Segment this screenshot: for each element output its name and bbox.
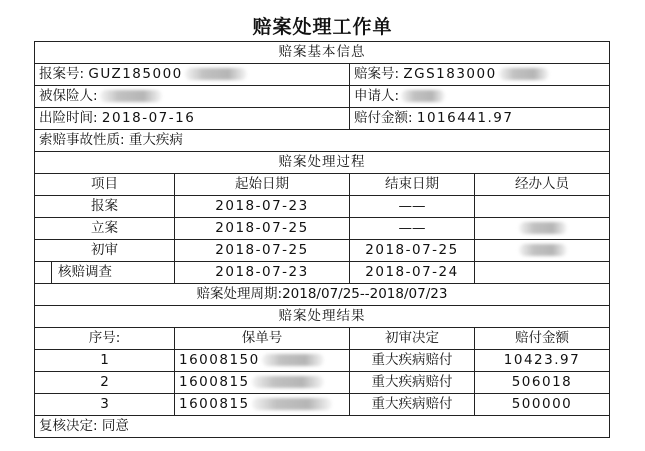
page-title: 赔案处理工作单	[252, 16, 393, 38]
table-row	[35, 372, 610, 394]
result-policy-cell	[175, 350, 350, 372]
redaction-blur	[519, 244, 567, 256]
result-amount: 10423.97	[475, 350, 610, 372]
redaction-blur	[252, 398, 332, 410]
result-policy-cell	[175, 394, 350, 416]
process-item-label: 核赔调查	[51, 262, 112, 283]
review-value: 同意	[101, 418, 129, 434]
report-number-value: GUZ185000	[88, 66, 183, 82]
result-policy: 16008150	[179, 352, 260, 368]
applicant-label: 申请人:	[354, 88, 400, 104]
report-number-label: 报案号:	[39, 66, 85, 82]
result-amount: 506018	[475, 372, 610, 394]
process-item	[35, 262, 175, 284]
accident-time-cell	[35, 108, 350, 130]
process-end: ——	[350, 196, 475, 218]
process-handler	[475, 196, 610, 218]
process-item: 报案	[35, 196, 175, 218]
claim-worksheet-table	[34, 41, 610, 438]
nature-label: 索赔事故性质:	[39, 132, 125, 148]
process-start: 2018-07-25	[175, 218, 350, 240]
process-start: 2018-07-23	[175, 196, 350, 218]
result-policy-cell	[175, 372, 350, 394]
result-header: 赔案处理结果	[35, 306, 610, 328]
claim-number-value: ZGS183000	[403, 66, 497, 82]
basic-row-persons	[35, 86, 610, 108]
section-header-process	[35, 152, 610, 174]
accident-time-label: 出险时间:	[39, 110, 98, 126]
redaction-blur	[401, 90, 445, 102]
claim-number-label: 赔案号:	[354, 66, 400, 82]
table-row	[35, 394, 610, 416]
process-header: 赔案处理过程	[35, 152, 610, 174]
result-decision: 重大疾病赔付	[350, 394, 475, 416]
result-decision: 重大疾病赔付	[350, 350, 475, 372]
column-header: 初审决定	[350, 328, 475, 350]
process-column-headers	[35, 174, 610, 196]
table-row	[35, 240, 610, 262]
process-start: 2018-07-23	[175, 262, 350, 284]
redaction-blur	[252, 376, 324, 388]
claim-number-cell	[350, 64, 610, 86]
column-header: 项目	[35, 174, 175, 196]
table-row	[35, 196, 610, 218]
process-start: 2018-07-25	[175, 240, 350, 262]
table-row	[35, 350, 610, 372]
column-header: 序号:	[35, 328, 175, 350]
process-handler	[475, 240, 610, 262]
insured-label: 被保险人:	[39, 88, 98, 104]
process-end: 2018-07-24	[350, 262, 475, 284]
process-item: 初审	[35, 240, 175, 262]
redaction-blur	[100, 90, 162, 102]
payment-value: 1016441.97	[416, 110, 514, 126]
basic-row-nature	[35, 130, 610, 152]
result-no: 2	[35, 372, 175, 394]
redaction-blur	[519, 222, 567, 234]
table-row	[35, 262, 610, 284]
table-row	[35, 218, 610, 240]
payment-cell	[350, 108, 610, 130]
result-no: 1	[35, 350, 175, 372]
nature-cell	[35, 130, 610, 152]
process-item: 立案	[35, 218, 175, 240]
result-no: 3	[35, 394, 175, 416]
result-policy: 1600815	[179, 374, 250, 390]
process-handler	[475, 262, 610, 284]
redaction-blur	[499, 68, 549, 80]
review-row	[35, 416, 610, 438]
process-period: 赔案处理周期:2018/07/25--2018/07/23	[35, 284, 610, 306]
basic-info-header: 赔案基本信息	[35, 42, 610, 64]
process-end: 2018-07-25	[350, 240, 475, 262]
payment-label: 赔付金额:	[354, 110, 413, 126]
result-decision: 重大疾病赔付	[350, 372, 475, 394]
review-label: 复核决定:	[39, 418, 98, 434]
basic-row-time-payment	[35, 108, 610, 130]
column-header: 经办人员	[475, 174, 610, 196]
result-column-headers	[35, 328, 610, 350]
basic-row-numbers	[35, 64, 610, 86]
review-cell	[35, 416, 610, 438]
redaction-blur	[262, 354, 324, 366]
accident-time-value: 2018-07-16	[101, 110, 196, 126]
applicant-cell	[350, 86, 610, 108]
result-amount: 500000	[475, 394, 610, 416]
section-header-basic	[35, 42, 610, 64]
column-header: 保单号	[175, 328, 350, 350]
redaction-blur	[185, 68, 247, 80]
process-period-row	[35, 284, 610, 306]
result-policy: 1600815	[179, 396, 250, 412]
report-number-cell	[35, 64, 350, 86]
column-header: 起始日期	[175, 174, 350, 196]
column-header: 结束日期	[350, 174, 475, 196]
nature-value: 重大疾病	[128, 132, 183, 148]
process-end: ——	[350, 218, 475, 240]
column-header: 赔付金额	[475, 328, 610, 350]
insured-cell	[35, 86, 350, 108]
process-handler	[475, 218, 610, 240]
section-header-result	[35, 306, 610, 328]
